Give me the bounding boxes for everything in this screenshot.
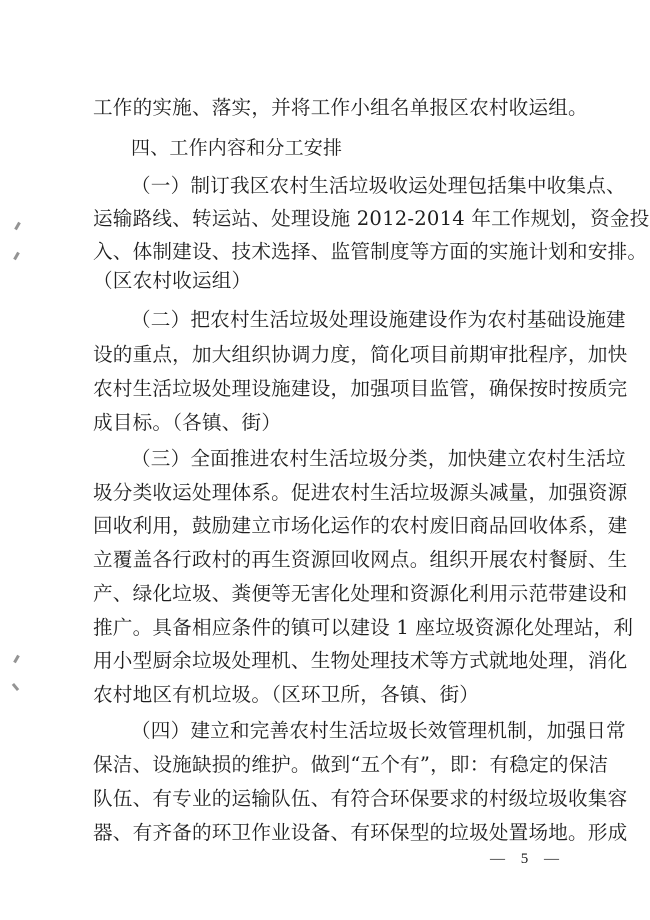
text-line: 农村生活垃圾处理设施建设，加强项目监管，确保按时按质完 xyxy=(93,377,628,400)
scan-mark xyxy=(13,655,20,663)
text-line: 圾分类收运处理体系。促进农村生活垃圾源头减量，加强资源 xyxy=(93,481,628,504)
text-line: 立覆盖各行政村的再生资源回收网点。组织开展农村餐厨、生 xyxy=(93,548,628,571)
text-line: 农村地区有机垃圾。（区环卫所，各镇、街） xyxy=(93,683,480,706)
scan-mark xyxy=(12,683,19,691)
text-line: 设的重点，加大组织协调力度，简化项目前期审批程序，加快 xyxy=(93,343,628,366)
text-line: （三）全面推进农村生活垃圾分类，加快建立农村生活垃 xyxy=(131,447,626,470)
page-number: — 5 — xyxy=(490,851,565,867)
scan-mark xyxy=(14,222,21,230)
text-line: （四）建立和完善农村生活垃圾长效管理机制，加强日常 xyxy=(131,719,626,742)
text-line: （一）制订我区农村生活垃圾收运处理包括集中收集点、 xyxy=(131,174,626,197)
scan-mark xyxy=(13,252,20,260)
text-line: （区农村收运组） xyxy=(93,269,252,292)
text-line: 成目标。（各镇、街） xyxy=(93,411,282,434)
text-line: 入、体制建设、技术选择、监管制度等方面的实施计划和安排。 xyxy=(93,240,648,263)
section-heading: 四、工作内容和分工安排 xyxy=(131,137,343,159)
text-line: 推广。具备相应条件的镇可以建设 1 座垃圾资源化处理站，利 xyxy=(93,616,634,639)
text-line: 产、绿化垃圾、粪便等无害化处理和资源化利用示范带建设和 xyxy=(93,582,628,605)
text-line: 回收利用，鼓励建立市场化运作的农村废旧商品回收体系，建 xyxy=(93,514,628,537)
text-line: 器、有齐备的环卫作业设备、有环保型的垃圾处置场地。形成 xyxy=(93,821,628,844)
text-line: 队伍、有专业的运输队伍、有符合环保要求的村级垃圾收集容 xyxy=(93,787,628,810)
text-line: 运输路线、转运站、处理设施 2012-2014 年工作规划，资金投 xyxy=(93,207,650,230)
text-line: 用小型厨余垃圾处理机、生物处理技术等方式就地处理，消化 xyxy=(93,649,628,672)
text-line: （二）把农村生活垃圾处理设施建设作为农村基础设施建 xyxy=(131,308,626,331)
text-line: 工作的实施、落实，并将工作小组名单报区农村收运组。 xyxy=(93,96,588,119)
text-line: 保洁、设施缺损的维护。做到“五个有”，即：有稳定的保洁 xyxy=(93,753,609,776)
